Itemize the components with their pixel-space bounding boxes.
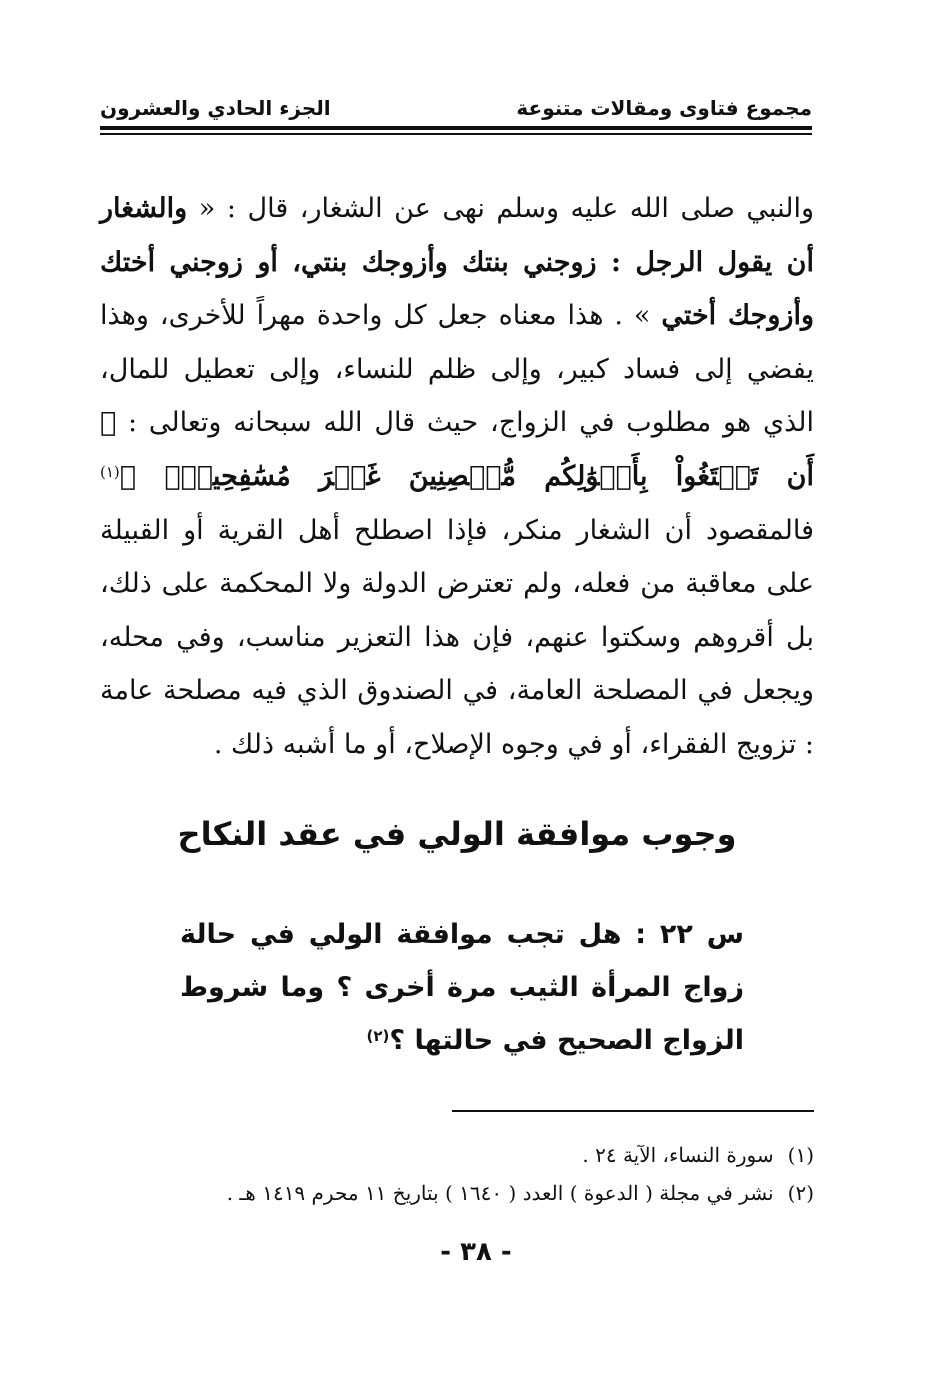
hadith-quote: والشغار أن يقول الرجل : زوجني بنتك وأزوجك بنتي، أو زوجني أختك وأزوجك أختي	[100, 193, 814, 332]
footnote-ref-1: (١)	[100, 462, 120, 481]
footnote-2-number: (٢)	[787, 1181, 814, 1205]
main-text	[100, 182, 814, 772]
paragraph-2: فالمقصود أن الشغار منكر، فإذا اصطلح أهل القرية أو القبيلة على معاقبة من فعله، ولم تعترض الدولة ولا المحكمة على ذلك، بل أقروهم وسكتوا عنهم، فإن هذا التعزير مناسب، وفي محله، ويجعل في المصلحة العامة، في الصندوق الذي فيه مصلحة عامة : تزويج الفقراء، أو في وجوه الإصلاح، أو ما أشبه ذلك .	[100, 514, 814, 760]
header-rule-thin	[100, 133, 812, 135]
paragraph-1-continuation: » . هذا معناه جعل كل واحدة مهراً للأخرى، وهذا يفضي إلى فساد كبير، وإلى ظلم للنساء، وإلى تعطيل للمال، الذي هو مطلوب في الزواج، حيث قال الله سبحانه وتعالى :	[100, 300, 814, 439]
footnote-2-text: نشر في مجلة ( الدعوة ) العدد ( ١٦٤٠ ) بتاريخ ١١ محرم ١٤١٩ هـ .	[226, 1181, 774, 1205]
footnote-1-text: سورة النساء، الآية ٢٤ .	[582, 1143, 774, 1167]
question-block	[180, 908, 744, 1067]
volume-label: الجزء الحادي والعشرون	[100, 96, 331, 120]
footnote-separator	[452, 1110, 814, 1112]
footnote-1	[100, 1136, 814, 1174]
footnote-ref-2: (٢)	[366, 1027, 390, 1045]
footnotes	[100, 1136, 814, 1212]
paragraph-1-intro: والنبي صلى الله عليه وسلم نهى عن الشغار، قال : «	[198, 193, 814, 224]
question-text: س ٢٢ : هل تجب موافقة الولي في حالة زواج المرأة الثيب مرة أخرى ؟ وما شروط الزواج الصحيح في حالتها ؟	[180, 919, 744, 1056]
footnote-1-number: (١)	[787, 1143, 814, 1167]
footnote-2	[100, 1174, 814, 1212]
page-number: - ٣٨ -	[440, 1237, 512, 1267]
header-rule-thick	[100, 126, 812, 130]
quran-verse: ﴿ أَن تَبۡتَغُواْ بِأَمۡوَٰلِكُم مُّحۡصِنِينَ غَيۡرَ مُسَٰفِحِينَۚ ﴾	[100, 407, 814, 492]
running-header	[100, 92, 812, 120]
book-title: مجموع فتاوى ومقالات متنوعة	[516, 96, 812, 120]
section-title: وجوب موافقة الولي في عقد النكاح	[177, 815, 737, 853]
